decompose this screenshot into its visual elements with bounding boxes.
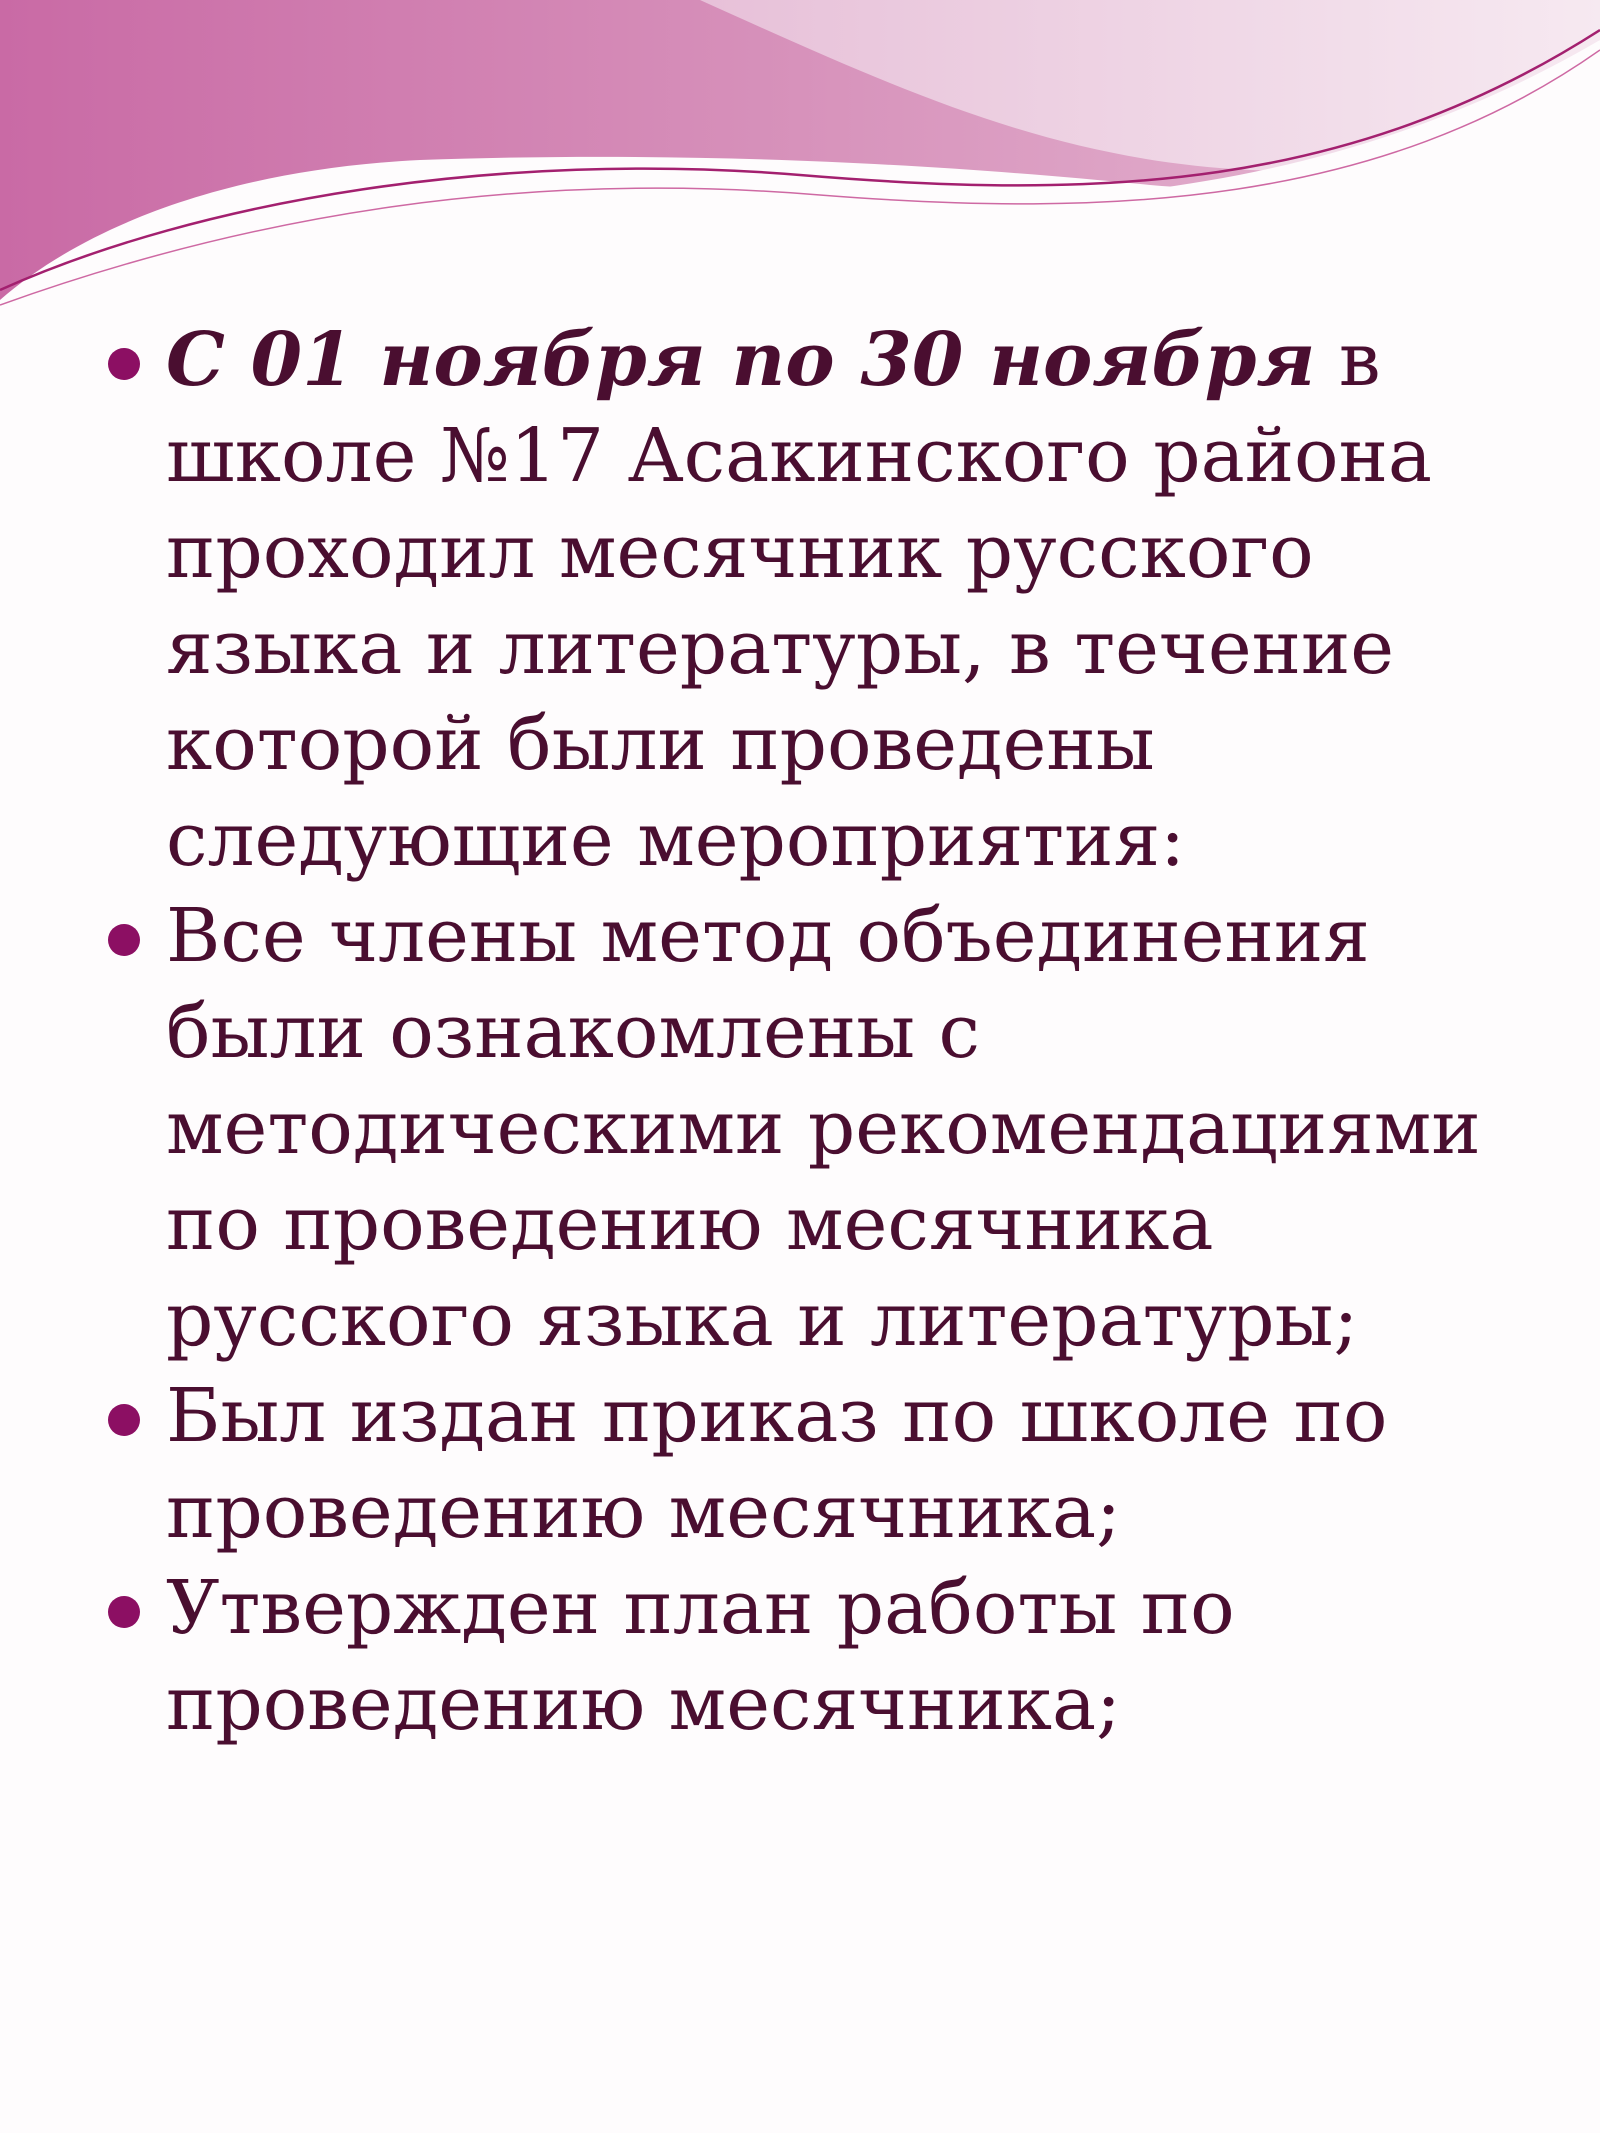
bullet-text: Утвержден план работы по проведению месячника;	[166, 1565, 1235, 1747]
bullet-text: в школе №17 Асакинского района проходил месячник русского языка и литературы, в течение которой были проведены следующие мероприятия:	[166, 317, 1433, 883]
content-body	[100, 312, 1530, 1752]
bullet-emphasis: С 01 ноября по 30 ноября	[166, 317, 1316, 403]
bullet-dot-icon	[108, 348, 140, 380]
bullet-dot-icon	[108, 1404, 140, 1436]
decorative-wave-header	[0, 0, 1600, 360]
bullet-text: Был издан приказ по школе по проведению месячника;	[166, 1373, 1388, 1555]
bullet-item-4	[100, 1560, 1530, 1752]
bullet-item-3	[100, 1368, 1530, 1560]
bullet-text: Все члены метод объединения были ознакомлены с методическими рекомендациями по проведению месячника русского языка и литературы;	[166, 893, 1481, 1363]
bullet-list	[100, 312, 1530, 1752]
bullet-dot-icon	[108, 1596, 140, 1628]
bullet-dot-icon	[108, 924, 140, 956]
bullet-item-2	[100, 888, 1530, 1368]
bullet-item-1	[100, 312, 1530, 888]
